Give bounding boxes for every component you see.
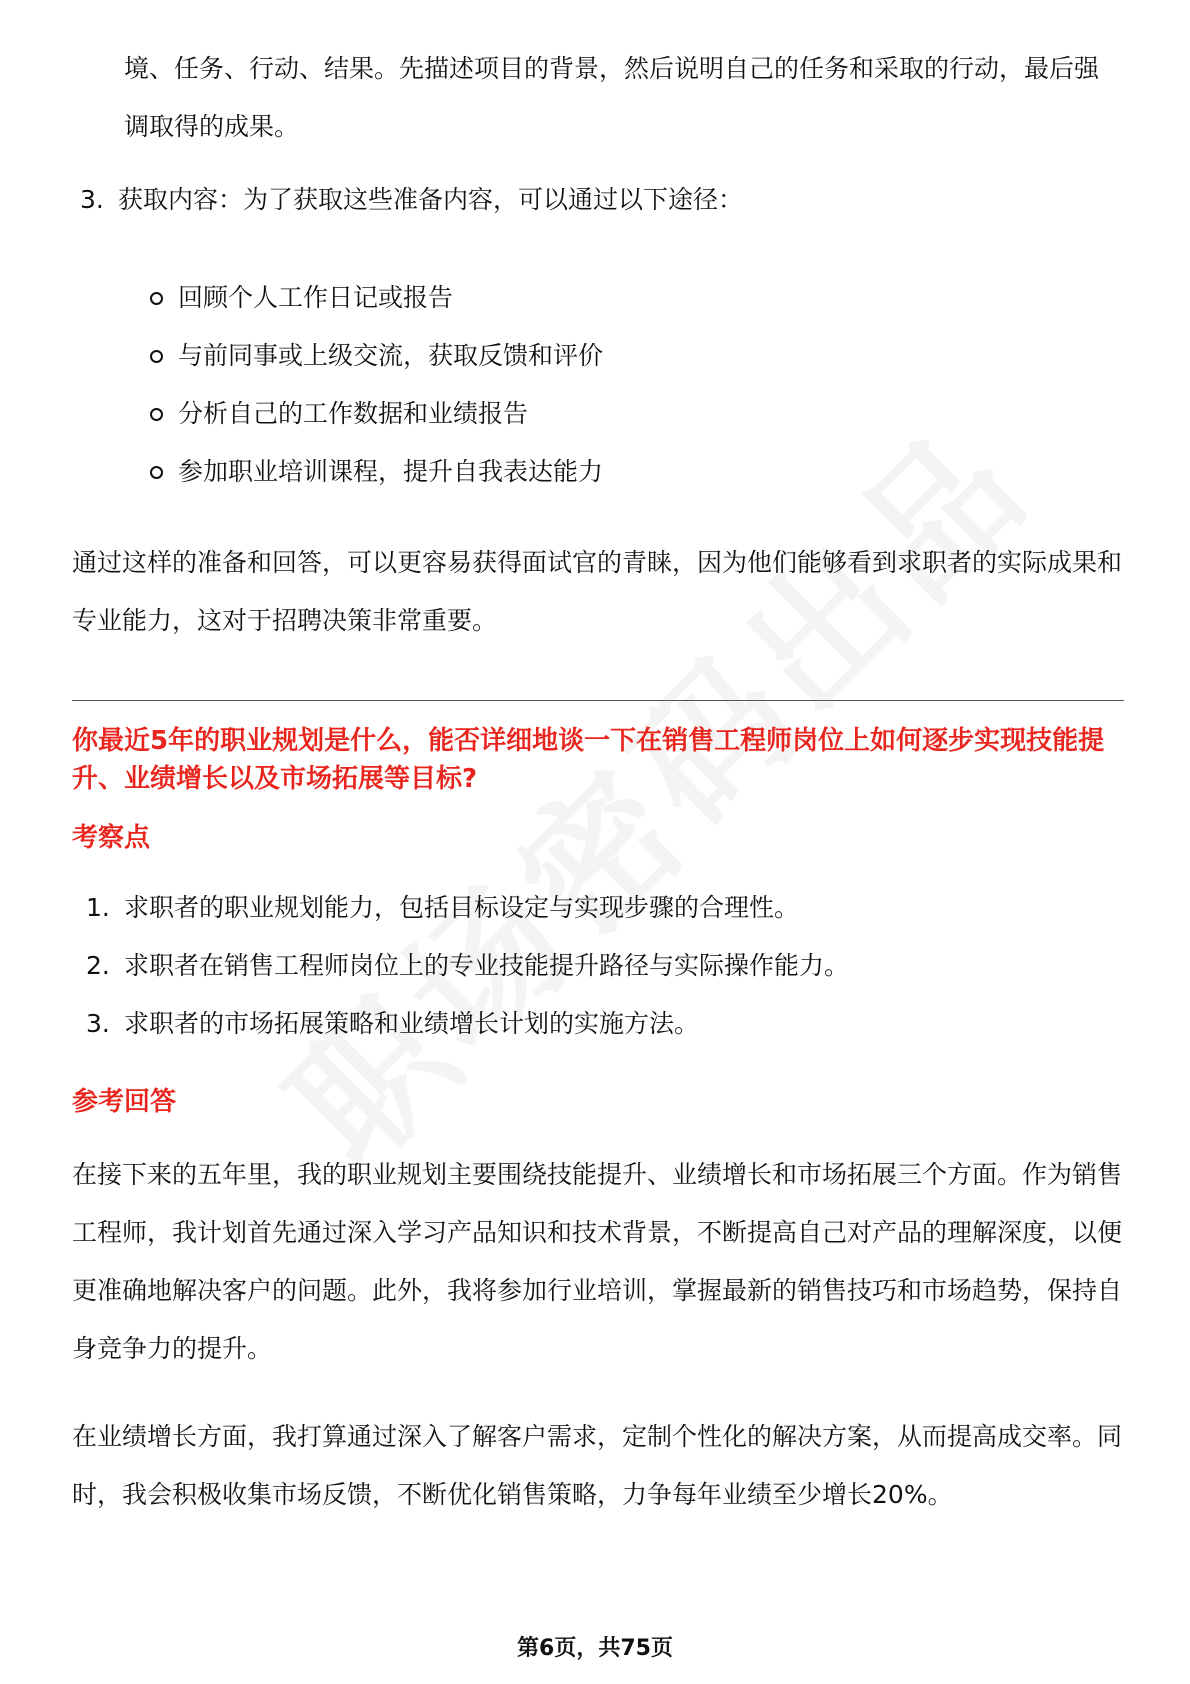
bullet-text: 参加职业培训课程，提升自我表达能力 <box>178 457 604 486</box>
list-text: 求职者的职业规划能力，包括目标设定与实现步骤的合理性。 <box>124 893 800 922</box>
focus-heading: 考察点 <box>72 823 151 853</box>
list-number: 3. <box>86 1009 110 1038</box>
answer-paragraph: 在接下来的五年里，我的职业规划主要围绕技能提升、业绩增长和市场拓展三个方面。作为销售工程师，我计划首先通过深入学习产品知识和技术背景，不断提高自己对产品的理解深度，以便更准确地解决客户的问题。此外，我将参加行业培训，掌握最新的销售技巧和市场趋势，保持自身竞争力的提升。 <box>72 1160 1123 1363</box>
watermark <box>235 413 1024 1202</box>
continuation-paragraph: 境、任务、行动、结果。先描述项目的背景，然后说明自己的任务和采取的行动，最后强调取得的成果。 <box>124 54 1100 141</box>
list-number: 2. <box>86 951 110 980</box>
list-text: 获取内容：为了获取这些准备内容，可以通过以下途径： <box>118 185 744 214</box>
bullet-icon <box>150 292 163 305</box>
list-number: 3. <box>80 185 104 214</box>
bullet-icon <box>150 408 163 421</box>
list-text: 求职者的市场拓展策略和业绩增长计划的实施方法。 <box>124 1009 700 1038</box>
interview-question: 你最近5年的职业规划是什么，能否详细地谈一下在销售工程师岗位上如何逐步实现技能提升、业绩增长以及市场拓展等目标? <box>72 726 1105 794</box>
bullet-icon <box>150 466 163 479</box>
page-number: 第6页，共75页 <box>517 1636 673 1661</box>
answer-heading: 参考回答 <box>72 1087 177 1117</box>
section-divider <box>72 700 1124 701</box>
list-text: 求职者在销售工程师岗位上的专业技能提升路径与实际操作能力。 <box>124 951 850 980</box>
bullet-text: 与前同事或上级交流，获取反馈和评价 <box>178 341 604 370</box>
bullet-icon <box>150 350 163 363</box>
list-number: 1. <box>86 893 110 922</box>
bullet-text: 分析自己的工作数据和业绩报告 <box>178 399 529 428</box>
summary-paragraph: 通过这样的准备和回答，可以更容易获得面试官的青睐，因为他们能够看到求职者的实际成果和专业能力，这对于招聘决策非常重要。 <box>72 548 1123 635</box>
bullet-text: 回顾个人工作日记或报告 <box>178 283 454 312</box>
answer-paragraph: 在业绩增长方面，我打算通过深入了解客户需求，定制个性化的解决方案，从而提高成交率。同时，我会积极收集市场反馈，不断优化销售策略，力争每年业绩至少增长20%。 <box>72 1422 1123 1509</box>
